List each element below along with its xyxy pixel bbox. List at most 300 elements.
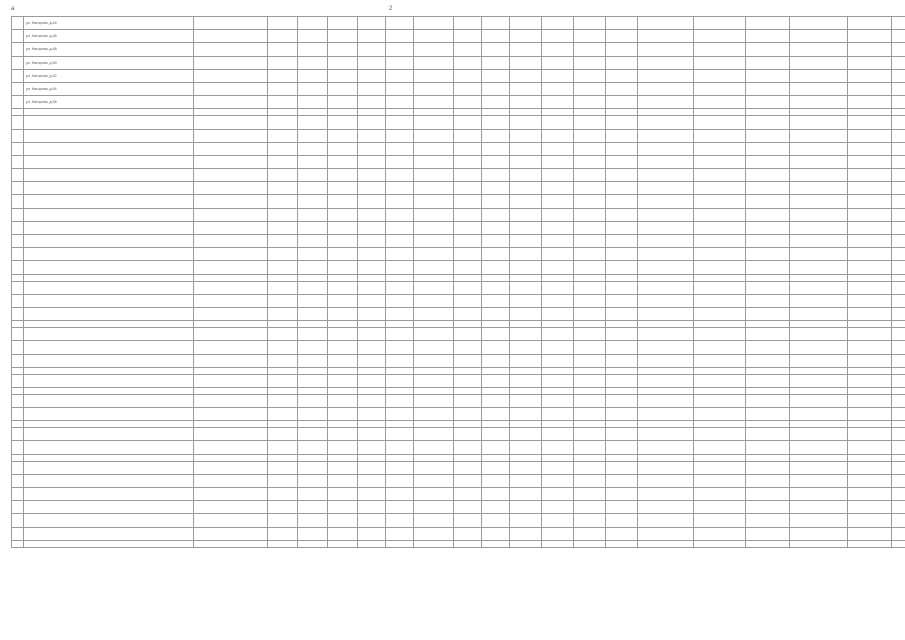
table-cell — [746, 142, 790, 155]
table-cell — [790, 341, 848, 354]
table-cell — [848, 294, 892, 307]
table-row — [12, 235, 905, 248]
table-row — [12, 155, 905, 168]
table-cell — [574, 17, 606, 30]
table-row — [12, 488, 905, 501]
table-cell — [542, 441, 574, 454]
table-cell — [298, 501, 328, 514]
table-cell — [482, 408, 510, 421]
table-cell — [194, 155, 268, 168]
table-cell — [268, 116, 298, 129]
table-cell — [542, 421, 574, 428]
table-cell — [454, 281, 482, 294]
table-cell — [790, 367, 848, 374]
table-cell — [638, 501, 694, 514]
table-cell — [482, 474, 510, 487]
table-cell — [482, 208, 510, 221]
table-cell — [892, 109, 905, 116]
table-cell — [268, 208, 298, 221]
table-cell — [746, 261, 790, 274]
table-cell — [328, 56, 358, 69]
table-cell — [694, 281, 746, 294]
table-cell — [848, 394, 892, 407]
table-cell — [790, 221, 848, 234]
table-cell — [482, 454, 510, 461]
table-row — [12, 408, 905, 421]
table-cell — [790, 527, 848, 540]
table-cell — [328, 155, 358, 168]
table-cell — [454, 261, 482, 274]
table-row — [12, 129, 905, 142]
table-cell — [454, 474, 482, 487]
table-cell — [638, 341, 694, 354]
table-cell — [510, 116, 542, 129]
table-cell — [848, 540, 892, 547]
table-cell — [848, 354, 892, 367]
table-cell — [414, 474, 454, 487]
table-cell — [328, 142, 358, 155]
table-cell — [848, 96, 892, 109]
register-table — [11, 16, 905, 548]
table-cell — [298, 428, 328, 441]
table-cell — [606, 514, 638, 527]
table-cell — [790, 354, 848, 367]
table-cell — [12, 461, 24, 474]
table-cell — [482, 527, 510, 540]
table-cell — [386, 387, 414, 394]
table-cell — [12, 274, 24, 281]
table-cell — [194, 421, 268, 428]
table-cell — [746, 17, 790, 30]
table-cell — [194, 169, 268, 182]
table-cell — [510, 69, 542, 82]
table-cell — [542, 195, 574, 208]
table-cell — [606, 155, 638, 168]
table-cell — [12, 307, 24, 320]
table-cell — [328, 116, 358, 129]
table-cell — [358, 374, 386, 387]
table-cell — [454, 341, 482, 354]
table-cell — [12, 421, 24, 428]
table-cell — [638, 221, 694, 234]
table-cell — [454, 274, 482, 281]
table-cell — [694, 474, 746, 487]
table-cell — [746, 367, 790, 374]
table-cell — [328, 501, 358, 514]
table-cell — [328, 235, 358, 248]
table-cell — [510, 274, 542, 281]
table-cell — [268, 441, 298, 454]
table-cell — [414, 235, 454, 248]
table-cell — [892, 248, 905, 261]
table-cell — [386, 514, 414, 527]
table-cell — [414, 221, 454, 234]
table-cell — [746, 474, 790, 487]
table-cell — [482, 56, 510, 69]
table-cell — [482, 221, 510, 234]
table-cell — [298, 341, 328, 354]
table-cell — [638, 96, 694, 109]
table-cell — [268, 474, 298, 487]
table-cell — [848, 208, 892, 221]
table-cell — [510, 294, 542, 307]
table-cell — [24, 248, 194, 261]
subtotal-row — [12, 321, 905, 328]
table-cell — [268, 195, 298, 208]
table-cell — [694, 129, 746, 142]
table-cell — [606, 321, 638, 328]
table-cell — [358, 367, 386, 374]
table-cell — [194, 43, 268, 56]
table-cell — [328, 527, 358, 540]
table-cell — [358, 328, 386, 341]
table-cell — [268, 69, 298, 82]
table-cell — [638, 17, 694, 30]
table-cell — [386, 56, 414, 69]
table-cell — [542, 408, 574, 421]
table-cell — [542, 56, 574, 69]
table-cell — [268, 328, 298, 341]
table-cell — [848, 461, 892, 474]
table-cell — [542, 155, 574, 168]
table-cell — [574, 514, 606, 527]
table-cell — [790, 261, 848, 274]
table-cell — [194, 129, 268, 142]
table-cell — [482, 281, 510, 294]
table-cell — [510, 328, 542, 341]
table-cell — [574, 428, 606, 441]
table-cell — [414, 208, 454, 221]
table-cell — [892, 30, 905, 43]
table-cell — [386, 461, 414, 474]
table-cell — [414, 354, 454, 367]
table-cell — [386, 82, 414, 95]
table-cell — [574, 109, 606, 116]
table-cell — [194, 281, 268, 294]
table-cell — [892, 129, 905, 142]
table-cell — [386, 394, 414, 407]
table-cell — [328, 96, 358, 109]
table-cell — [454, 182, 482, 195]
table-cell — [542, 294, 574, 307]
table-cell — [414, 142, 454, 155]
table-cell — [574, 341, 606, 354]
table-cell — [12, 221, 24, 234]
table-cell — [454, 208, 482, 221]
table-cell — [638, 235, 694, 248]
table-cell — [386, 208, 414, 221]
table-row — [12, 43, 905, 56]
table-cell — [298, 408, 328, 421]
table-cell — [848, 56, 892, 69]
table-cell — [510, 540, 542, 547]
table-cell — [24, 341, 194, 354]
table-cell — [606, 394, 638, 407]
table-cell — [574, 367, 606, 374]
table-cell — [194, 428, 268, 441]
table-cell — [694, 307, 746, 320]
table-cell — [638, 354, 694, 367]
table-cell — [638, 394, 694, 407]
table-cell — [194, 474, 268, 487]
table-cell — [414, 274, 454, 281]
table-cell — [12, 354, 24, 367]
table-cell — [414, 248, 454, 261]
table-cell — [848, 235, 892, 248]
table-cell — [12, 341, 24, 354]
table-cell — [790, 69, 848, 82]
table-cell — [386, 488, 414, 501]
table-cell — [638, 261, 694, 274]
table-cell — [298, 441, 328, 454]
table-cell — [268, 387, 298, 394]
table-cell — [574, 155, 606, 168]
table-cell — [746, 374, 790, 387]
table-cell — [358, 116, 386, 129]
table-cell — [24, 441, 194, 454]
table-cell — [194, 454, 268, 461]
table-cell — [12, 82, 24, 95]
table-cell — [790, 274, 848, 281]
table-cell — [746, 441, 790, 454]
table-row — [12, 474, 905, 487]
table-cell — [606, 43, 638, 56]
table-cell — [268, 461, 298, 474]
table-cell — [606, 221, 638, 234]
table-cell — [638, 461, 694, 474]
page-number: 2 — [389, 6, 393, 12]
table-cell — [892, 441, 905, 454]
table-cell — [638, 387, 694, 394]
table-cell — [790, 501, 848, 514]
table-cell — [694, 488, 746, 501]
table-cell: ул. Нагорная, д.56 — [24, 96, 194, 109]
table-cell — [482, 461, 510, 474]
table-cell — [746, 281, 790, 294]
table-cell — [746, 294, 790, 307]
table-cell — [328, 341, 358, 354]
table-cell — [848, 195, 892, 208]
table-cell — [12, 374, 24, 387]
table-cell — [358, 461, 386, 474]
table-cell — [694, 248, 746, 261]
table-cell — [386, 454, 414, 461]
table-cell — [24, 182, 194, 195]
table-cell — [574, 540, 606, 547]
table-cell — [268, 488, 298, 501]
table-cell — [790, 441, 848, 454]
table-cell — [542, 248, 574, 261]
table-cell — [482, 421, 510, 428]
table-cell — [414, 321, 454, 328]
table-cell — [24, 367, 194, 374]
table-cell — [892, 56, 905, 69]
table-cell — [268, 394, 298, 407]
table-row — [12, 169, 905, 182]
table-cell — [194, 527, 268, 540]
table-row — [12, 69, 905, 82]
table-cell — [24, 540, 194, 547]
table-cell — [606, 488, 638, 501]
table-cell — [790, 387, 848, 394]
table-cell — [510, 208, 542, 221]
table-cell — [12, 109, 24, 116]
table-cell — [482, 17, 510, 30]
table-cell — [454, 321, 482, 328]
table-cell — [328, 307, 358, 320]
table-row — [12, 142, 905, 155]
table-cell — [358, 56, 386, 69]
table-cell — [24, 169, 194, 182]
table-cell — [694, 17, 746, 30]
table-cell — [194, 294, 268, 307]
table-cell — [606, 195, 638, 208]
table-cell — [298, 261, 328, 274]
table-cell — [268, 261, 298, 274]
table-cell — [414, 461, 454, 474]
table-cell — [298, 474, 328, 487]
table-cell — [606, 374, 638, 387]
table-cell — [358, 394, 386, 407]
table-cell — [454, 248, 482, 261]
table-cell — [358, 307, 386, 320]
table-cell — [454, 235, 482, 248]
table-cell — [638, 155, 694, 168]
table-cell — [638, 408, 694, 421]
table-cell — [386, 235, 414, 248]
table-cell — [746, 408, 790, 421]
table-cell — [414, 30, 454, 43]
table-cell — [510, 56, 542, 69]
table-cell — [328, 441, 358, 454]
table-cell — [638, 527, 694, 540]
subtotal-row — [12, 540, 905, 547]
table-cell — [542, 454, 574, 461]
table-cell — [542, 208, 574, 221]
table-cell — [638, 30, 694, 43]
table-cell — [414, 488, 454, 501]
table-cell — [358, 96, 386, 109]
table-cell — [892, 155, 905, 168]
table-cell — [454, 294, 482, 307]
table-cell — [892, 394, 905, 407]
table-cell — [454, 56, 482, 69]
table-cell — [358, 341, 386, 354]
table-cell — [848, 321, 892, 328]
table-cell — [790, 195, 848, 208]
table-cell — [848, 441, 892, 454]
table-cell — [510, 142, 542, 155]
table-cell — [606, 142, 638, 155]
table-cell — [574, 195, 606, 208]
table-cell — [746, 129, 790, 142]
table-cell — [892, 474, 905, 487]
table-cell — [358, 17, 386, 30]
table-cell — [194, 30, 268, 43]
table-cell — [848, 142, 892, 155]
table-cell — [892, 281, 905, 294]
table-cell — [268, 96, 298, 109]
table-cell — [454, 540, 482, 547]
table-cell — [848, 281, 892, 294]
table-cell — [414, 514, 454, 527]
table-cell — [694, 367, 746, 374]
table-cell — [542, 281, 574, 294]
table-cell — [542, 461, 574, 474]
table-row — [12, 248, 905, 261]
table-cell — [574, 30, 606, 43]
table-cell — [694, 454, 746, 461]
table-cell — [892, 387, 905, 394]
table-cell — [848, 221, 892, 234]
table-cell — [358, 387, 386, 394]
table-cell — [328, 514, 358, 527]
table-row — [12, 17, 905, 30]
table-cell — [694, 394, 746, 407]
table-cell — [454, 221, 482, 234]
table-cell — [746, 394, 790, 407]
table-cell — [298, 56, 328, 69]
table-cell — [386, 195, 414, 208]
table-cell — [746, 514, 790, 527]
table-cell — [194, 221, 268, 234]
table-cell — [510, 367, 542, 374]
table-cell — [328, 17, 358, 30]
table-row — [12, 195, 905, 208]
table-cell — [24, 274, 194, 281]
table-cell — [414, 441, 454, 454]
table-cell — [12, 30, 24, 43]
table-cell — [298, 461, 328, 474]
table-cell — [638, 116, 694, 129]
table-cell — [746, 428, 790, 441]
table-cell: ул. Нагорная, д.44 — [24, 17, 194, 30]
table-cell — [328, 30, 358, 43]
table-cell — [358, 30, 386, 43]
subtotal-row — [12, 274, 905, 281]
table-cell — [12, 474, 24, 487]
table-cell — [454, 195, 482, 208]
table-cell — [638, 454, 694, 461]
table-cell — [24, 208, 194, 221]
table-cell — [386, 129, 414, 142]
table-cell — [298, 109, 328, 116]
table-cell — [848, 374, 892, 387]
table-cell — [454, 109, 482, 116]
table-cell — [414, 454, 454, 461]
table-row — [12, 307, 905, 320]
table-cell — [746, 461, 790, 474]
table-cell — [542, 30, 574, 43]
table-cell — [24, 261, 194, 274]
table-cell — [194, 540, 268, 547]
table-cell — [848, 274, 892, 281]
table-cell — [638, 367, 694, 374]
table-cell — [542, 274, 574, 281]
table-cell — [268, 221, 298, 234]
table-cell — [510, 109, 542, 116]
table-cell — [268, 527, 298, 540]
table-cell — [414, 540, 454, 547]
table-cell — [574, 408, 606, 421]
table-cell — [386, 408, 414, 421]
table-cell — [746, 82, 790, 95]
table-cell — [328, 321, 358, 328]
table-cell — [510, 195, 542, 208]
table-cell — [268, 17, 298, 30]
table-cell — [606, 294, 638, 307]
table-cell — [268, 321, 298, 328]
